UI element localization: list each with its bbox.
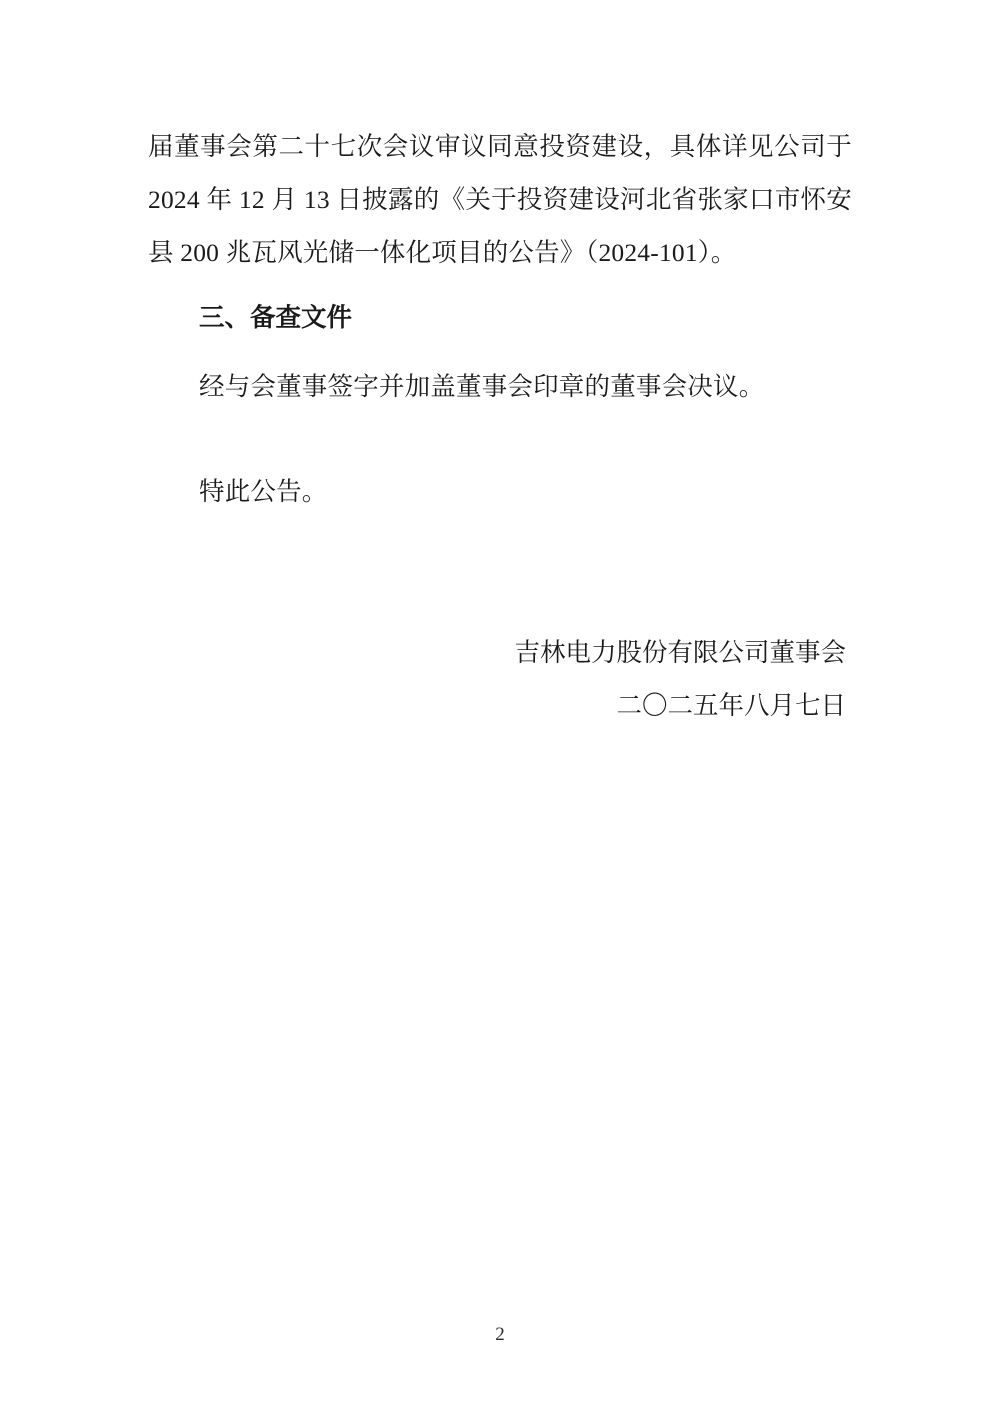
page-number: 2 [495,1324,505,1345]
continued-paragraph: 届董事会第二十七次会议审议同意投资建设，具体详见公司于 2024 年 12 月 13 日披露的《关于投资建设河北省张家口市怀安县 200 兆瓦风光储一体化项目的公告》（2024-101）。 [148,132,852,267]
signature-date: 二〇二五年八月七日 [616,691,846,720]
section-body-reference-documents: 经与会董事签字并加盖董事会印章的董事会决议。 [199,372,765,401]
signature-organization: 吉林电力股份有限公司董事会 [514,638,846,667]
closing-statement: 特此公告。 [199,477,328,506]
section-heading-reference-documents: 三、备查文件 [199,303,353,332]
signature-block [148,626,852,732]
